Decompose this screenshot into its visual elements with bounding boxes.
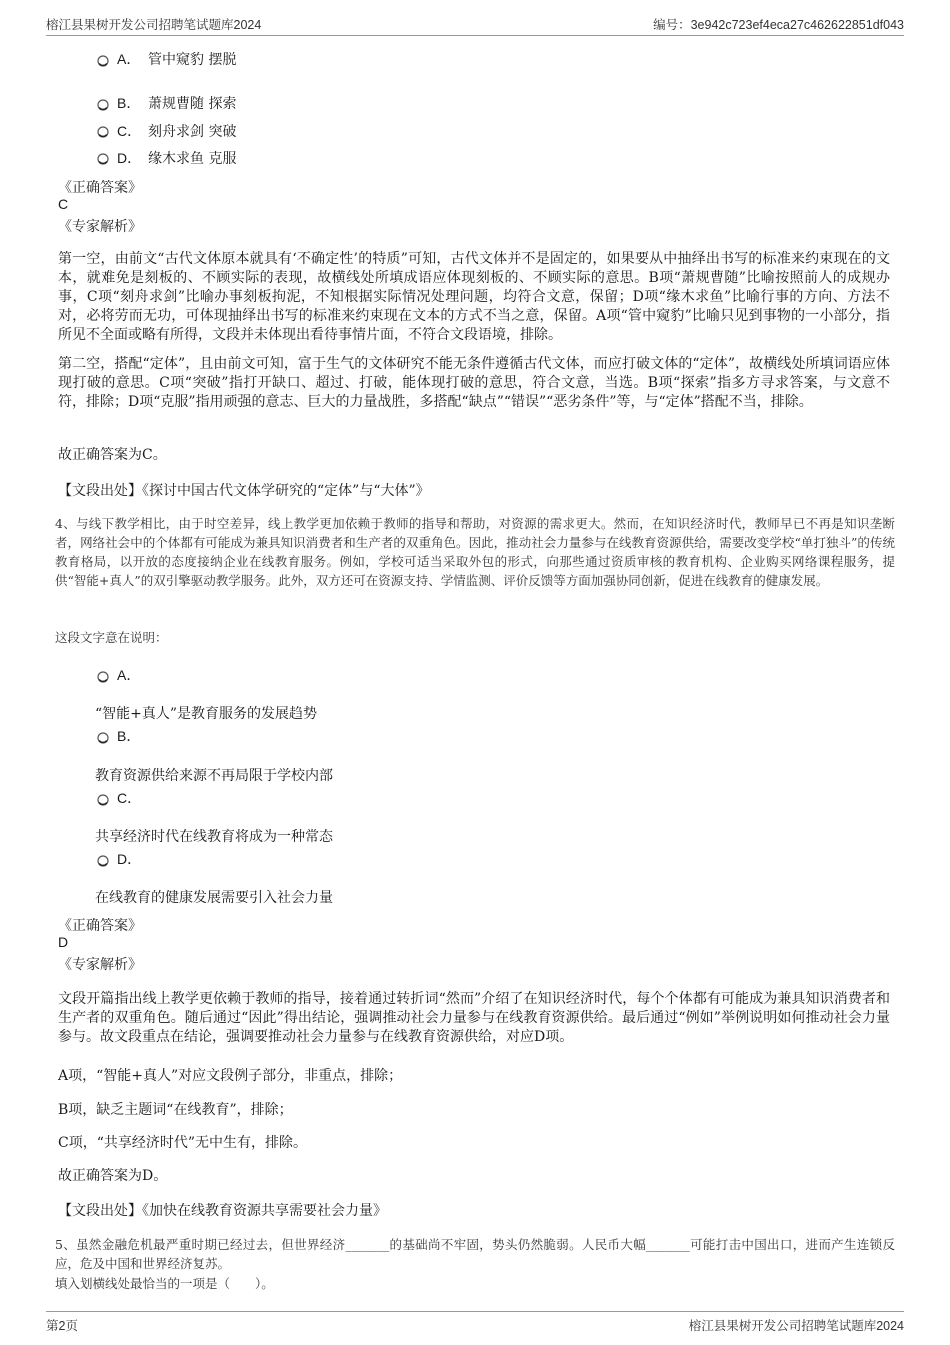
answer-label: 《正确答案》 <box>58 180 142 196</box>
radio-button[interactable] <box>97 794 109 806</box>
option-letter: C． <box>117 123 142 139</box>
option-letter: B． <box>117 728 141 744</box>
question-stem: 5、虽然金融危机最严重时期已经过去，但世界经济_______的基础尚不牢固，势头仍然脆弱。人民币大幅_______可能打击中国出口，进而产生连锁反应，危及中国和世界经济复苏。 <box>55 1237 895 1271</box>
footer-title: 榕江县果树开发公司招聘笔试题库2024 <box>688 1319 904 1333</box>
analysis-option-c: C项，“共享经济时代”无中生有，排除。 <box>58 1135 308 1151</box>
analysis-label: 《专家解析》 <box>58 957 142 973</box>
radio-button[interactable] <box>97 55 109 67</box>
option-text: “智能+真人”是教育服务的发展趋势 <box>95 706 318 722</box>
source-citation: 【文段出处】《探讨中国古代文体学研究的“定体”与“大体”》 <box>58 483 430 499</box>
analysis-paragraph: 文段开篇指出线上教学更依赖于教师的指导，接着通过转折词“然而”介绍了在知识经济时代，每个个体都有可能成为兼具知识消费者和生产者的双重角色。随后通过“因此”得出结论，强调推动社会力量参与在线教育资源供给。最后通过“例如”举例说明如何推动社会力量参与。故文段重点在结论，强调要推动社会力量参与在线教育资源供给，对应D项。 <box>58 991 890 1045</box>
radio-button[interactable] <box>97 126 109 138</box>
radio-button[interactable] <box>97 671 109 683</box>
analysis-paragraph: 第二空，搭配“定体”，且由前文可知，富于生气的文体研究不能无条件遵循古代文体，而应打破文体的“定体”，故横线处所填词语应体现打破的意思。C项“突破”指打开缺口、超过、打破，能体现打破的意思，符合文意，当选。B项“探索”指多方寻求答案，与文意不符，排除；D项“克服”指用顽强的意志、巨大的力量战胜，多搭配“缺点”“错误”“恶劣条件”等，与“定体”搭配不当，排除。 <box>58 356 890 410</box>
answer-label: 《正确答案》 <box>58 918 142 934</box>
option-text: 缘木求鱼 克服 <box>148 151 237 167</box>
option-letter: D． <box>117 150 142 166</box>
page-footer <box>46 1311 904 1336</box>
option-text: 在线教育的健康发展需要引入社会力量 <box>95 890 333 906</box>
analysis-paragraph: 第一空，由前文“古代文体原本就具有‘不确定性’的特质”可知，古代文体并不是固定的，如果要从中抽绎出书写的标准来约束现在的文本，就难免是刻板的、不顾实际的表现，故横线处所填成语应体现刻板的、不顾实际的意思。B项“萧规曹随”比喻按照前人的成规办事，C项“刻舟求剑”比喻办事刻板拘泥，不知根据实际情况处理问题，均符合文意，保留；D项“缘木求鱼”比喻行事的方向、方法不对，必将劳而无功，可体现抽绎出书写的标准来约束现在文本的方式不当之意，保留。A项“管中窥豹”比喻只见到事物的一小部分，指所见不全面或略有所得，文段并未体现出看待事情片面，不符合文段语境，排除。 <box>58 251 890 343</box>
answer-value: D <box>58 934 69 950</box>
source-citation: 【文段出处】《加快在线教育资源共享需要社会力量》 <box>58 1203 387 1219</box>
option-text: 刻舟求剑 突破 <box>148 124 237 140</box>
option-letter: A． <box>117 51 141 67</box>
analysis-option-a: A项，“智能+真人”对应文段例子部分，非重点，排除； <box>58 1068 403 1084</box>
analysis-option-b: B项，缺乏主题词“在线教育”，排除； <box>58 1102 293 1118</box>
option-letter: B． <box>117 95 141 111</box>
option-letter: C． <box>117 790 142 806</box>
option-text: 共享经济时代在线教育将成为一种常态 <box>95 829 333 845</box>
radio-button[interactable] <box>97 99 109 111</box>
answer-conclusion: 故正确答案为D。 <box>58 1168 168 1184</box>
option-text: 萧规曹随 探索 <box>148 96 237 112</box>
page-number: 第2页 <box>46 1319 78 1333</box>
answer-conclusion: 故正确答案为C。 <box>58 447 167 463</box>
header-title: 榕江县果树开发公司招聘笔试题库2024 <box>46 18 262 32</box>
question-stem: 4、与线下教学相比，由于时空差异，线上教学更加依赖于教师的指导和帮助，对资源的需求更大。然而，在知识经济时代，教师早已不再是知识垄断者，网络社会中的个体都有可能成为兼具知识消费者和生产者的双重角色。因此，推动社会力量参与在线教育资源供给，需要改变学校“单打独斗”的传统教育格局，以开放的态度接纳企业在线教育服务。例如，学校可适当采取外包的形式，向那些通过资质审核的教育机构、企业购买网络课程服务，提供“智能+真人”的双引擎驱动教学服务。此外，双方还可在资源支持、学情监测、评价反馈等方面加强协同创新，促进在线教育的健康发展。 <box>55 516 895 588</box>
question-prompt: 这段文字意在说明： <box>55 630 168 645</box>
option-letter: A． <box>117 667 141 683</box>
answer-value: C <box>58 196 69 212</box>
header-doc-id: 编号：3e942c723ef4eca27c462622851df043 <box>653 18 904 32</box>
question-prompt: 填入划横线处最恰当的一项是（ ）。 <box>55 1276 274 1291</box>
option-text: 教育资源供给来源不再局限于学校内部 <box>95 768 333 784</box>
analysis-label: 《专家解析》 <box>58 219 142 235</box>
option-text: 管中窥豹 摆脱 <box>148 52 237 68</box>
radio-button[interactable] <box>97 855 109 867</box>
option-letter: D． <box>117 851 142 867</box>
radio-button[interactable] <box>97 153 109 165</box>
page-header <box>46 13 904 36</box>
radio-button[interactable] <box>97 732 109 744</box>
